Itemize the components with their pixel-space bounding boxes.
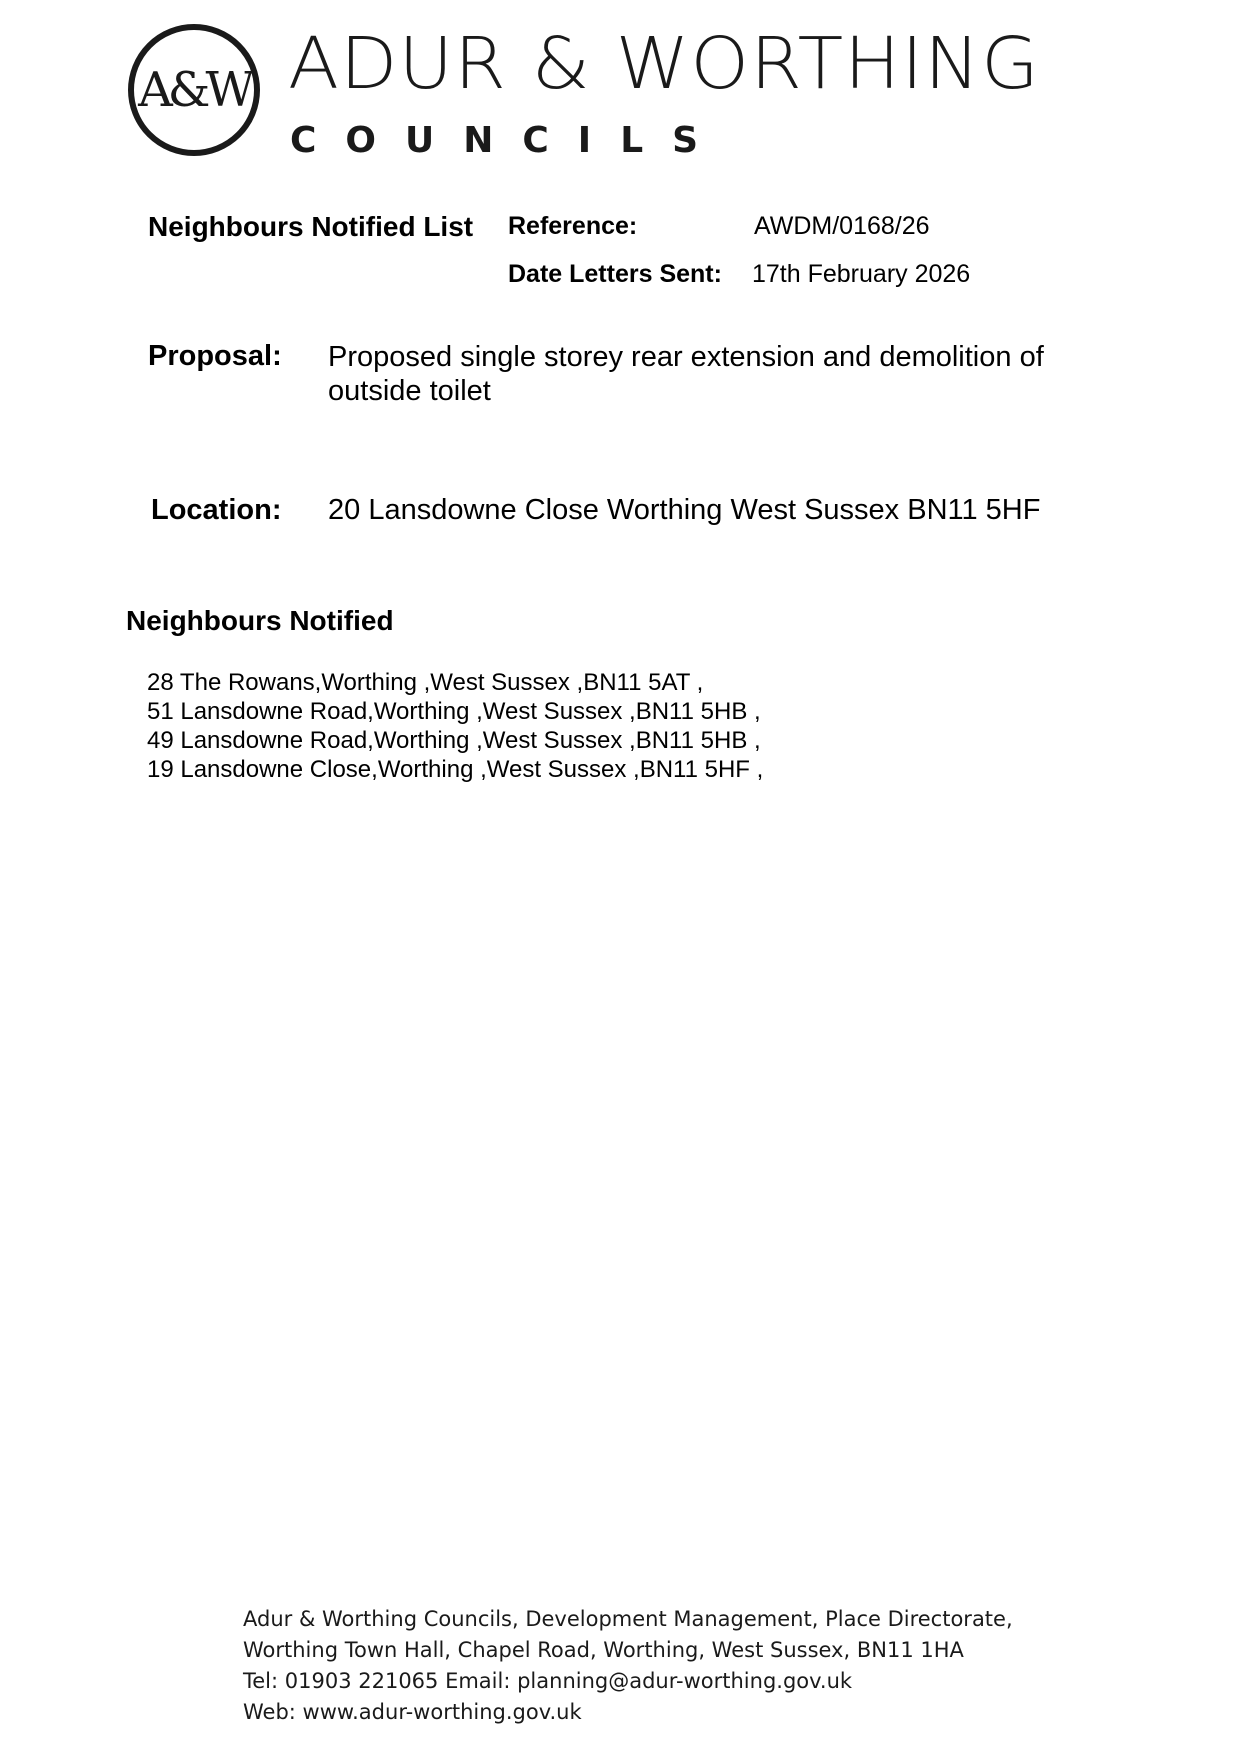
location-value: 20 Lansdowne Close Worthing West Sussex BN11 5HF — [328, 494, 1041, 526]
date-letters-sent-label: Date Letters Sent: — [508, 260, 722, 288]
footer-line: Worthing Town Hall, Chapel Road, Worthing, West Sussex, BN11 1HA — [243, 1638, 964, 1662]
reference-label: Reference: — [508, 212, 638, 240]
footer-line: Web: www.adur-worthing.gov.uk — [243, 1700, 582, 1724]
footer-line: Tel: 01903 221065 Email: planning@adur-worthing.gov.uk — [243, 1669, 853, 1693]
list-item: 51 Lansdowne Road,Worthing ,West Sussex ,BN11 5HB , — [147, 698, 761, 725]
neighbours-heading: Neighbours Notified — [126, 605, 394, 636]
footer-line: Adur & Worthing Councils, Development Management, Place Directorate, — [243, 1607, 1013, 1631]
list-item: 19 Lansdowne Close,Worthing ,West Sussex ,BN11 5HF , — [147, 756, 764, 783]
brand-name: ADUR & WORTHING — [288, 22, 1040, 105]
list-item: 28 The Rowans,Worthing ,West Sussex ,BN11 5AT , — [147, 669, 704, 696]
proposal-label: Proposal: — [148, 340, 282, 372]
logo-mark: A&W — [138, 62, 250, 118]
date-letters-sent-value: 17th February 2026 — [752, 260, 971, 288]
reference-value: AWDM/0168/26 — [754, 212, 930, 240]
location-label: Location: — [151, 494, 282, 526]
brand-subtitle: COUNCILS — [290, 120, 728, 161]
document-title: Neighbours Notified List — [148, 211, 474, 242]
footer-address — [243, 1604, 1013, 1728]
neighbour-list — [147, 668, 763, 784]
proposal-value: Proposed single storey rear extension and demolition of outside toilet — [328, 341, 1044, 407]
list-item: 49 Lansdowne Road,Worthing ,West Sussex ,BN11 5HB , — [147, 727, 761, 754]
